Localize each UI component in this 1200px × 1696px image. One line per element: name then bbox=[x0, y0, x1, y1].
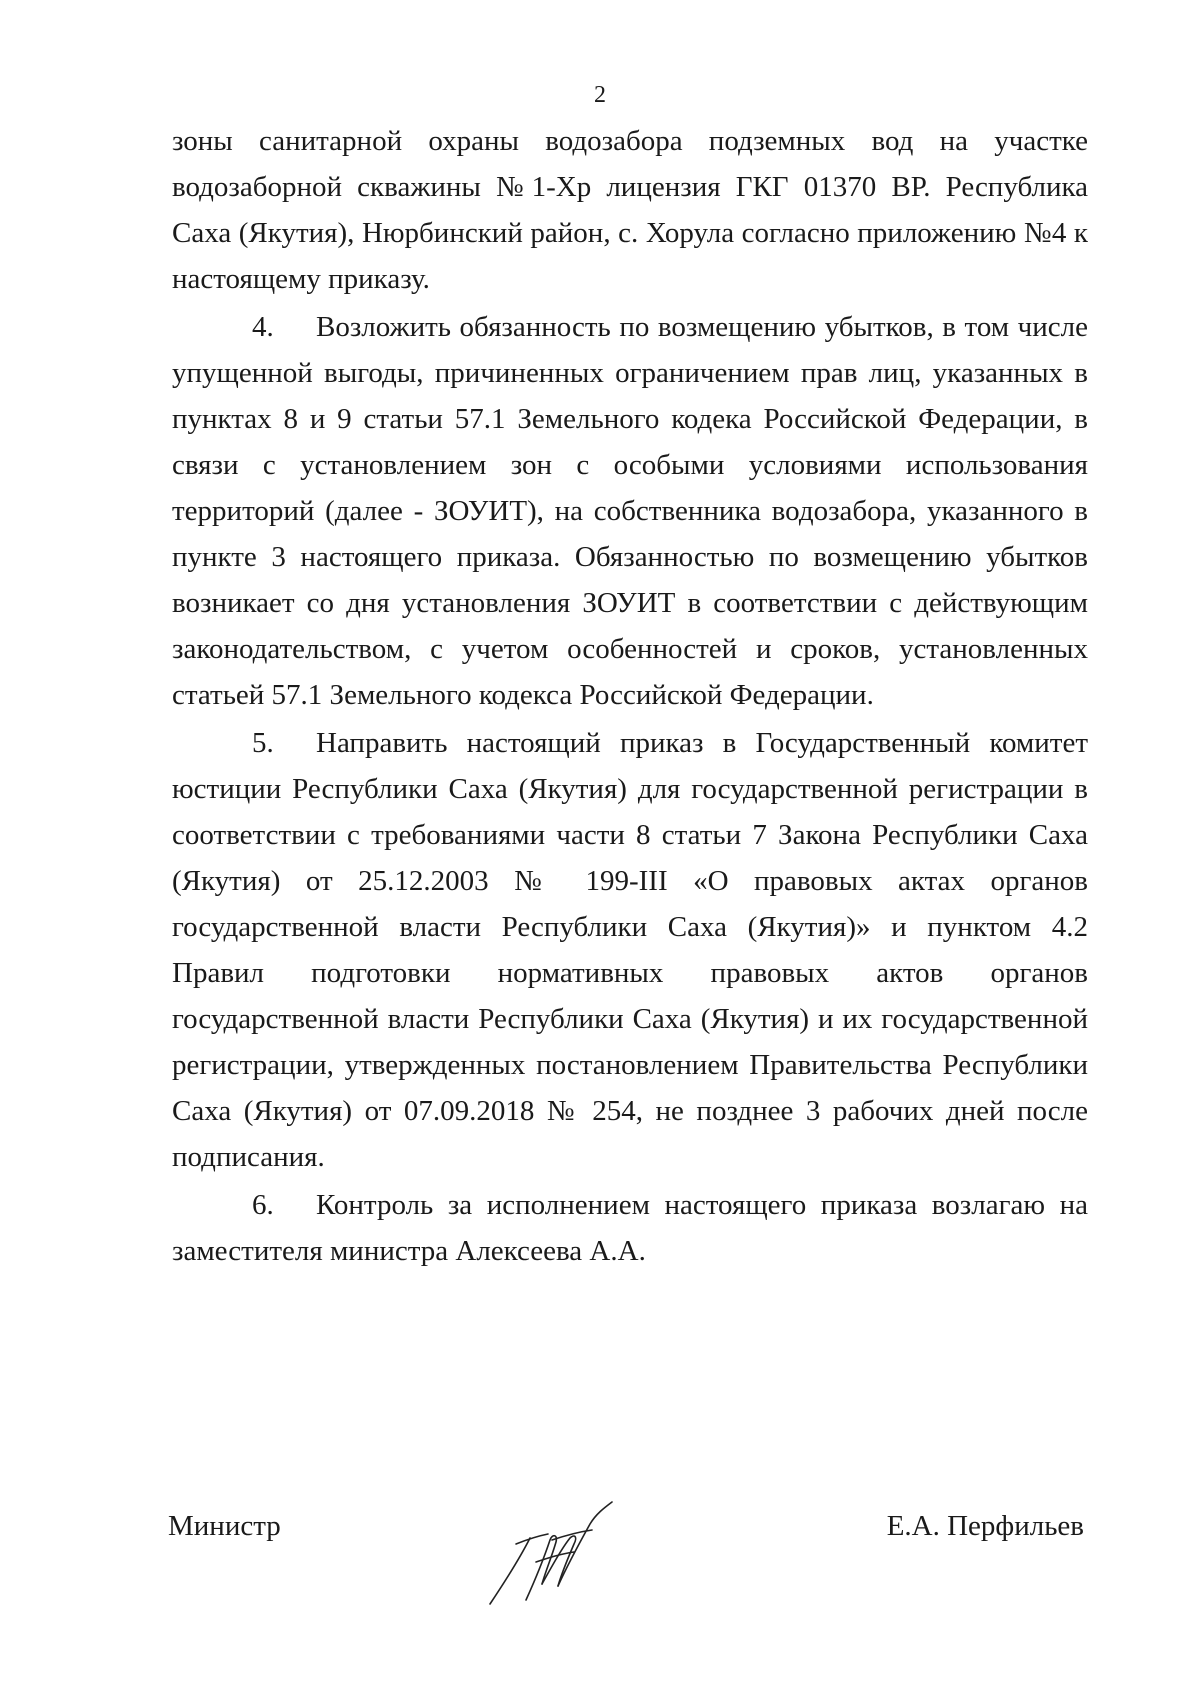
item-number: 5. bbox=[252, 727, 274, 759]
page-number: 2 bbox=[594, 82, 606, 108]
handwritten-signature-icon bbox=[486, 1500, 616, 1610]
intro-paragraph: зоны санитарной охраны водозабора подземных вод на участке водозаборной скважины №1-Хр лицензия ГКГ 01370 ВР. Республика Саха (Якутия), Нюрбинский район, с. Хорула согласно приложению №4 к настоящему приказу. bbox=[172, 125, 1088, 295]
signatory-title: Министр bbox=[168, 1510, 281, 1542]
signature-block bbox=[168, 1500, 1090, 1620]
order-item-6 bbox=[172, 1182, 1088, 1274]
order-item-5 bbox=[172, 720, 1088, 1180]
item-text: Контроль за исполнением настоящего приказа возлагаю на заместителя министра Алексеева А.А. bbox=[172, 1189, 1088, 1267]
order-body bbox=[172, 118, 1088, 1274]
item-text: Возложить обязанность по возмещению убытков, в том числе упущенной выгоды, причиненных ограничением прав лиц, указанных в пунктах 8 и 9 статьи 57.1 Земельного кодека Российской Федерации, в связи с установлением зон с особыми условиями использования территорий (далее - ЗОУИТ), на собственника водозабора, указанного в пункте 3 настоящего приказа. Обязанностью по возмещению убытков возникает со дня установления ЗОУИТ в соответствии с действующим законодательством, с учетом особенностей и сроков, установленных статьей 57.1 Земельного кодекса Российской Федерации. bbox=[172, 311, 1088, 711]
signatory-name: Е.А. Перфильев bbox=[886, 1510, 1084, 1542]
item-text: Направить настоящий приказ в Государственный комитет юстиции Республики Саха (Якутия) для государственной регистрации в соответствии с требованиями части 8 статьи 7 Закона Республики Саха (Якутия) от 25.12.2003 № 199-III «О правовых актах органов государственной власти Республики Саха (Якутия)» и пунктом 4.2 Правил подготовки нормативных правовых актов органов государственной власти Республики Саха (Якутия) и их государственной регистрации, утвержденных постановлением Правительства Республики Саха (Якутия) от 07.09.2018 № 254, не позднее 3 рабочих дней после подписания. bbox=[172, 727, 1088, 1173]
order-item-4 bbox=[172, 304, 1088, 718]
item-number: 6. bbox=[252, 1189, 274, 1221]
item-number: 4. bbox=[252, 311, 274, 343]
